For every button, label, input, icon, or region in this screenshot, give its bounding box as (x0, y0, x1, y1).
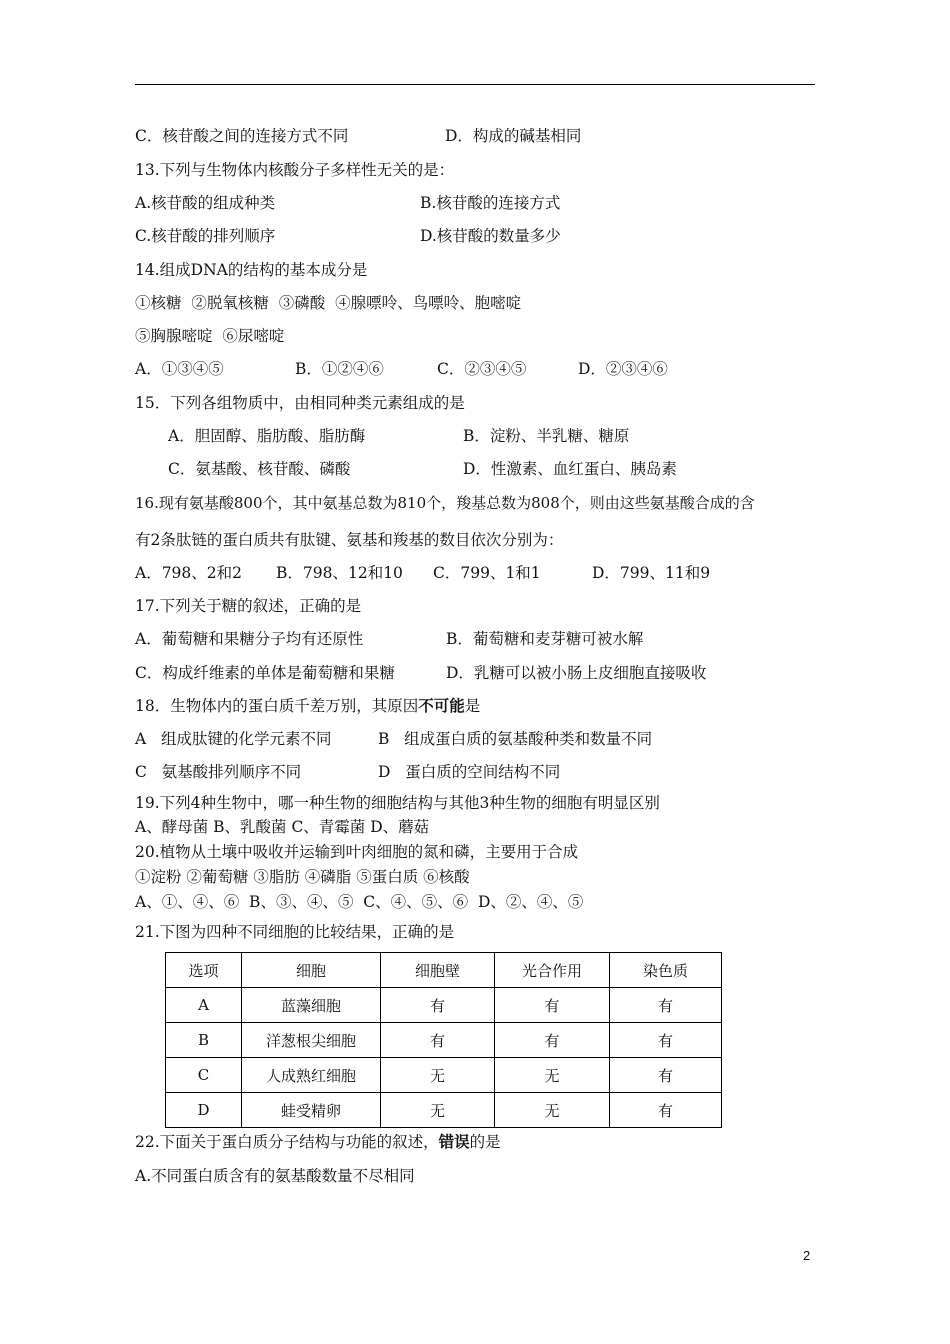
q15-option-a: A．胆固醇、脂肪酸、脂肪酶 (168, 427, 366, 445)
table-cell: 有 (495, 988, 610, 1023)
q22-stem-pre: 22.下面关于蛋白质分子结构与功能的叙述， (135, 1133, 439, 1151)
table-cell: 有 (610, 1023, 722, 1058)
table-row (166, 1023, 722, 1058)
q13-option-d: D.核苷酸的数量多少 (420, 227, 561, 245)
table-header-row (166, 953, 722, 988)
q17-stem: 17.下列关于糖的叙述，正确的是 (135, 597, 362, 615)
q16-option-c: C．799、1和1 (433, 564, 541, 582)
q14-option-a: A．①③④⑤ (135, 360, 224, 378)
q18-option-a: A 组成肽键的化学元素不同 (135, 730, 332, 748)
table-header-cell: 细胞壁 (381, 953, 495, 988)
q18-stem-pre: 18．生物体内的蛋白质千差万别，其原因 (135, 697, 419, 715)
q14-items-line1: ①核糖 ②脱氧核糖 ③磷酸 ④腺嘌呤、鸟嘌呤、胞嘧啶 (135, 294, 522, 312)
table-cell: B (166, 1023, 242, 1058)
table-cell: 无 (495, 1058, 610, 1093)
q14-option-c: C．②③④⑤ (437, 360, 527, 378)
table-header-cell: 细胞 (242, 953, 381, 988)
q15-stem: 15．下列各组物质中，由相同种类元素组成的是 (135, 394, 465, 412)
q14-stem: 14.组成DNA的结构的基本成分是 (135, 261, 368, 279)
q21-stem: 21.下图为四种不同细胞的比较结果，正确的是 (135, 923, 455, 941)
q16-option-d: D．799、11和9 (592, 564, 711, 582)
q18-option-b: B 组成蛋白质的氨基酸种类和数量不同 (378, 730, 653, 748)
table-cell: 有 (495, 1023, 610, 1058)
q18-stem-post: 是 (464, 697, 481, 715)
table-row (166, 988, 722, 1023)
table-cell: 有 (381, 988, 495, 1023)
q20-items: ①淀粉 ②葡萄糖 ③脂肪 ④磷脂 ⑤蛋白质 ⑥核酸 (135, 868, 470, 886)
q13-option-b: B.核苷酸的连接方式 (420, 194, 561, 212)
q14-option-b: B．①②④⑥ (295, 360, 384, 378)
header-rule (135, 84, 815, 85)
q22-stem (135, 1132, 501, 1152)
table-cell: 有 (610, 1058, 722, 1093)
q14-option-d: D．②③④⑥ (578, 360, 668, 378)
q22-option-a: A.不同蛋白质含有的氨基酸数量不尽相同 (135, 1167, 415, 1185)
q22-stem-emphasis: 错误 (438, 1132, 470, 1151)
q16-option-a: A．798、2和2 (135, 564, 243, 582)
q22-stem-post: 的是 (469, 1133, 501, 1151)
table-cell: 人成熟红细胞 (242, 1058, 381, 1093)
table-cell: 无 (495, 1093, 610, 1128)
q18-stem-emphasis: 不可能 (418, 696, 465, 715)
q21-table (165, 952, 722, 1128)
q13-option-c: C.核苷酸的排列顺序 (135, 227, 276, 245)
table-row (166, 1093, 722, 1128)
table-cell: A (166, 988, 242, 1023)
q17-option-d: D．乳糖可以被小肠上皮细胞直接吸收 (446, 664, 707, 682)
table-header-cell: 光合作用 (495, 953, 610, 988)
q12-option-c: C．核苷酸之间的连接方式不同 (135, 127, 349, 145)
q18-stem (135, 696, 480, 716)
q16-option-b: B．798、12和10 (276, 564, 403, 582)
table-cell: 有 (610, 1093, 722, 1128)
table-cell: 蛙受精卵 (242, 1093, 381, 1128)
q15-option-d: D．性激素、血红蛋白、胰岛素 (463, 460, 677, 478)
q19-stem: 19.下列4种生物中，哪一种生物的细胞结构与其他3种生物的细胞有明显区别 (135, 794, 660, 812)
q13-stem: 13.下列与生物体内核酸分子多样性无关的是： (135, 161, 455, 179)
q18-option-c: C 氨基酸排列顺序不同 (135, 763, 302, 781)
table-header-cell: 选项 (166, 953, 242, 988)
table-cell: 无 (381, 1058, 495, 1093)
table-cell: D (166, 1093, 242, 1128)
q16-stem-line2: 有2条肽链的蛋白质共有肽键、氨基和羧基的数目依次分别为： (135, 531, 564, 549)
q16-stem-line1: 16.现有氨基酸800个，其中氨基总数为810个，羧基总数为808个，则由这些氨基酸合成的含 (135, 494, 755, 512)
table-cell: 有 (610, 988, 722, 1023)
q15-option-b: B．淀粉、半乳糖、糖原 (463, 427, 630, 445)
q12-option-d: D．构成的碱基相同 (445, 127, 582, 145)
table-cell: C (166, 1058, 242, 1093)
q14-items-line2: ⑤胸腺嘧啶 ⑥尿嘧啶 (135, 327, 285, 345)
q19-options: A、酵母菌 B、乳酸菌 C、青霉菌 D、蘑菇 (135, 818, 430, 836)
table-cell: 无 (381, 1093, 495, 1128)
table-cell: 有 (381, 1023, 495, 1058)
q17-option-b: B．葡萄糖和麦芽糖可被水解 (446, 630, 644, 648)
q13-option-a: A.核苷酸的组成种类 (135, 194, 276, 212)
q20-options: A、①、④、⑥ B、③、④、⑤ C、④、⑤、⑥ D、②、④、⑤ (135, 893, 584, 911)
q20-stem: 20.植物从土壤中吸收并运输到叶肉细胞的氮和磷，主要用于合成 (135, 843, 579, 861)
q18-option-d: D 蛋白质的空间结构不同 (378, 763, 561, 781)
q17-option-a: A．葡萄糖和果糖分子均有还原性 (135, 630, 364, 648)
page-number: 2 (803, 1248, 811, 1263)
table-header-cell: 染色质 (610, 953, 722, 988)
table-cell: 蓝藻细胞 (242, 988, 381, 1023)
table-cell: 洋葱根尖细胞 (242, 1023, 381, 1058)
q17-option-c: C．构成纤维素的单体是葡萄糖和果糖 (135, 664, 395, 682)
table-row (166, 1058, 722, 1093)
q15-option-c: C．氨基酸、核苷酸、磷酸 (168, 460, 351, 478)
